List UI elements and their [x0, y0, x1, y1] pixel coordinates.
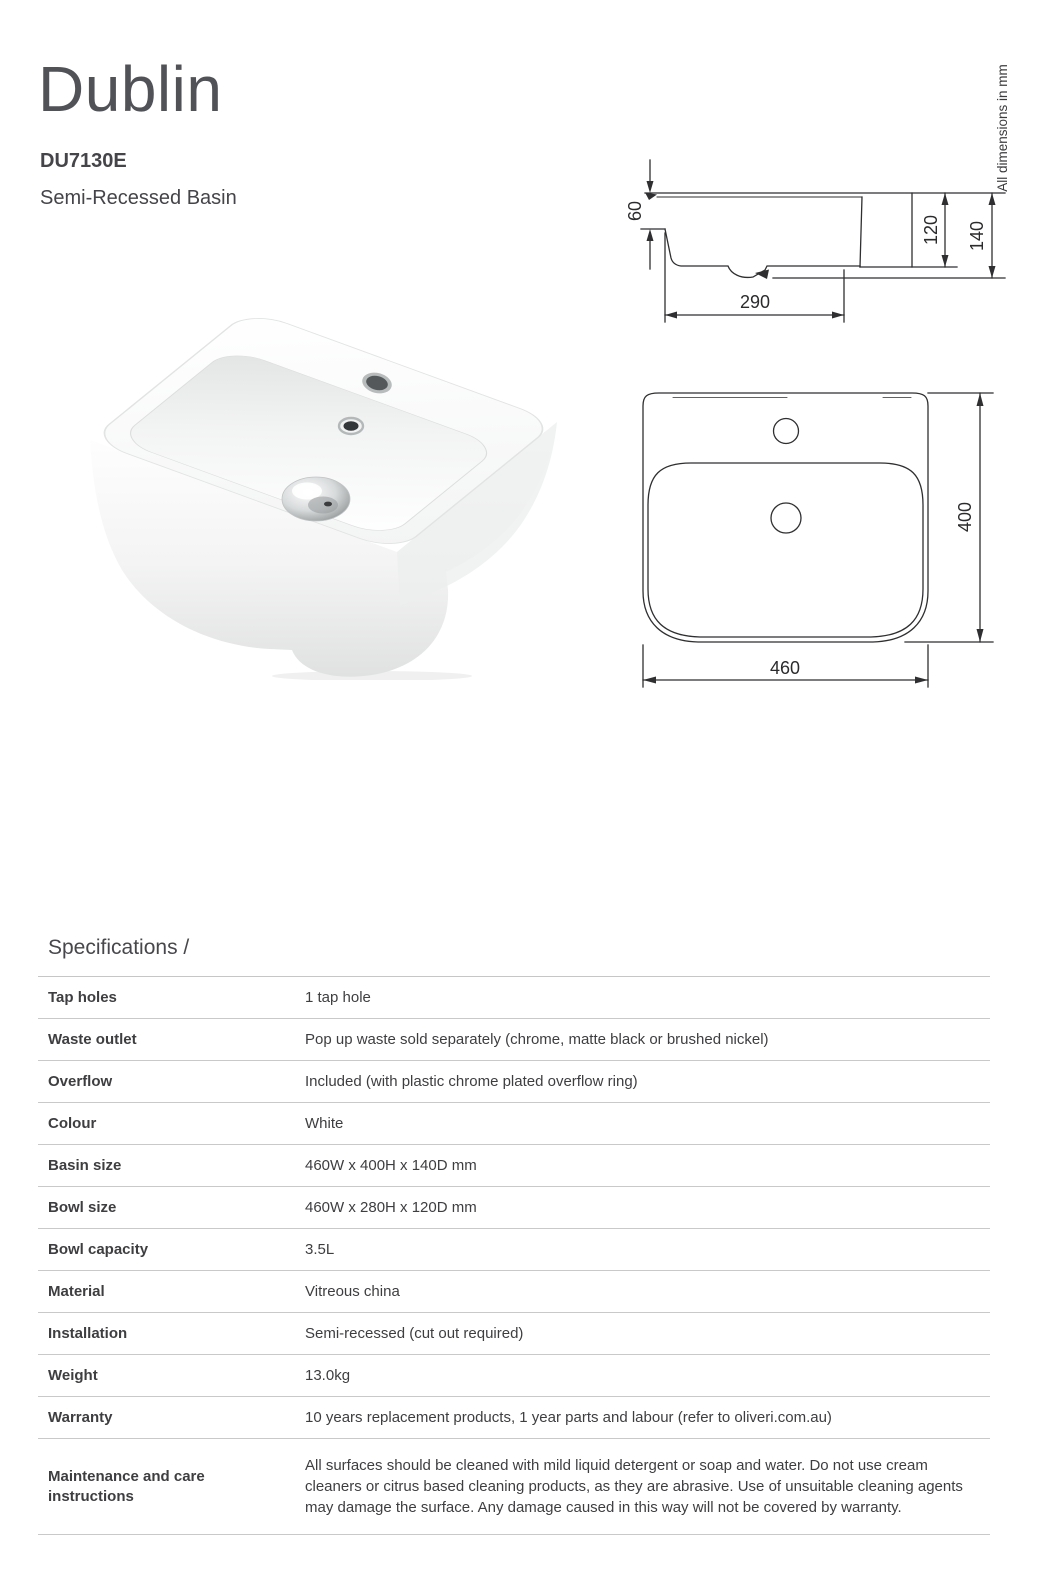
product-photo — [60, 280, 580, 680]
spec-label: Tap holes — [48, 988, 117, 1006]
spec-label: Warranty — [48, 1408, 113, 1426]
spec-row-bowl-size — [38, 1187, 990, 1229]
dim-label-460: 460 — [769, 658, 801, 678]
spec-label: Waste outlet — [48, 1030, 137, 1048]
spec-row-installation — [38, 1313, 990, 1355]
spec-row-overflow — [38, 1061, 990, 1103]
spec-row-material — [38, 1271, 990, 1313]
spec-label: Bowl size — [48, 1198, 117, 1216]
product-code: DU7130E — [40, 150, 127, 172]
spec-value: All surfaces should be cleaned with mild liquid detergent or soap and water. Do not use cream cleaners or citrus based cleaning products, as they are abrasive. Use of unsuitable cleaning agents may damage the surface. Any damage caused in this way will not be covered by warranty. — [305, 1457, 963, 1516]
spec-value: Included (with plastic chrome plated overflow ring) — [305, 1073, 638, 1090]
spec-row-weight — [38, 1355, 990, 1397]
waste-drain — [282, 477, 350, 521]
spec-value: 13.0kg — [305, 1367, 351, 1384]
specifications-section — [38, 930, 990, 1535]
spec-value: 1 tap hole — [305, 989, 371, 1006]
side-view-drawing — [615, 148, 1035, 338]
spec-row-tap-holes — [38, 977, 990, 1019]
spec-label: Colour — [48, 1114, 97, 1132]
spec-value: White — [305, 1115, 344, 1132]
front-view-lines — [643, 393, 993, 687]
spec-value: 460W x 400H x 140D mm — [305, 1157, 477, 1174]
spec-value: 460W x 280H x 120D mm — [305, 1199, 477, 1216]
dim-label-290: 290 — [739, 292, 771, 312]
dimensions-note: All dimensions in mm — [995, 64, 1010, 192]
product-subtitle: Semi-Recessed Basin — [40, 187, 237, 209]
spec-row-basin-size — [38, 1145, 990, 1187]
spec-row-colour — [38, 1103, 990, 1145]
spec-value: 3.5L — [305, 1241, 335, 1258]
front-view-drawing — [615, 375, 1035, 720]
spec-label: Material — [48, 1282, 105, 1300]
spec-label: Basin size — [48, 1156, 122, 1174]
spec-row-maintenance — [38, 1439, 990, 1535]
spec-value: Vitreous china — [305, 1283, 400, 1300]
spec-row-waste-outlet — [38, 1019, 990, 1061]
specifications-heading: Specifications / — [38, 930, 990, 977]
dim-label-60: 60 — [625, 200, 645, 222]
spec-row-bowl-capacity — [38, 1229, 990, 1271]
spec-label: Installation — [48, 1324, 128, 1342]
spec-label: Maintenance and care instructions — [48, 1467, 205, 1505]
side-view-lines — [641, 160, 1005, 322]
spec-label: Overflow — [48, 1072, 113, 1090]
spec-row-warranty — [38, 1397, 990, 1439]
spec-value: 10 years replacement products, 1 year parts and labour (refer to oliveri.com.au) — [305, 1409, 832, 1426]
spec-label: Weight — [48, 1366, 98, 1384]
dim-label-120: 120 — [921, 214, 941, 246]
dim-label-400: 400 — [955, 501, 975, 533]
dim-label-140: 140 — [967, 220, 987, 252]
spec-value: Semi-recessed (cut out required) — [305, 1325, 524, 1342]
page-title: Dublin — [38, 53, 223, 125]
spec-value: Pop up waste sold separately (chrome, matte black or brushed nickel) — [305, 1031, 769, 1048]
spec-label: Bowl capacity — [48, 1240, 149, 1258]
